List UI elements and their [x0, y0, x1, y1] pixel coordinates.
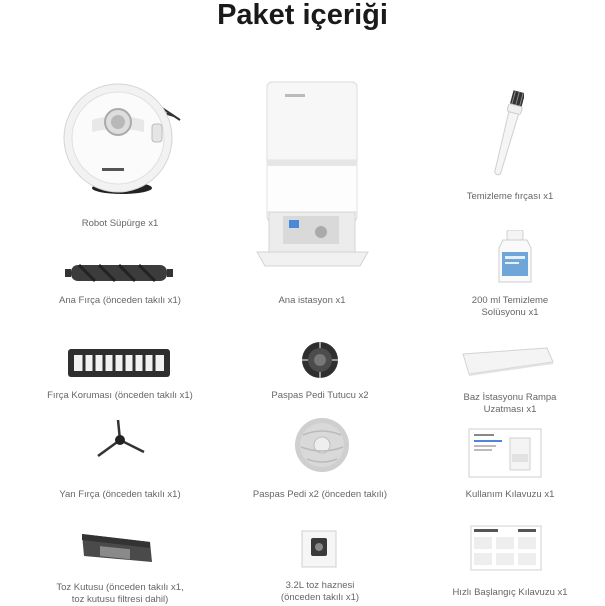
dust-bag-caption-line1: 3.2L toz haznesi	[285, 580, 355, 591]
main-brush-image	[65, 262, 173, 284]
mop-holder-image	[300, 340, 340, 380]
side-brush-caption: Yan Fırça (önceden takılı x1)	[59, 489, 181, 500]
quick-start-guide-image	[470, 525, 542, 571]
base-station-caption: Ana istasyon x1	[278, 295, 346, 306]
robot-vacuum-image	[62, 80, 182, 198]
side-brush-image	[96, 418, 146, 462]
dust-bag-caption-line2: (önceden takılı x1)	[280, 592, 360, 603]
dust-box-caption-line1: Toz Kutusu (önceden takılı x1,	[56, 582, 184, 593]
ramp-extension-caption-line2: Uzatması x1	[483, 404, 537, 415]
dust-bag-caption	[240, 580, 400, 604]
cleaning-solution-image	[497, 230, 533, 284]
ramp-extension-image	[455, 346, 555, 376]
main-brush-caption: Ana Fırça (önceden takılı x1)	[59, 295, 181, 306]
cleaning-solution-caption	[430, 295, 590, 319]
cleaning-solution-caption-line1: 200 ml Temizleme	[471, 295, 549, 306]
dust-box-caption	[30, 582, 210, 606]
robot-vacuum-caption: Robot Süpürge x1	[81, 218, 159, 229]
mop-pad-image	[293, 417, 351, 473]
brush-guard-caption: Fırça Koruması (önceden takılı x1)	[47, 390, 193, 401]
mop-pad-caption: Paspas Pedi x2 (önceden takılı)	[252, 489, 388, 500]
base-station-image	[255, 80, 370, 270]
brush-guard-image	[66, 347, 172, 379]
user-manual-caption: Kullanım Kılavuzu x1	[465, 489, 555, 500]
quick-start-guide-caption: Hızlı Başlangıç Kılavuzu x1	[452, 587, 568, 598]
user-manual-image	[468, 428, 542, 478]
dust-box-image	[80, 532, 154, 566]
dust-box-caption-line2: toz kutusu filtresi dahil)	[71, 594, 169, 605]
ramp-extension-caption	[430, 392, 590, 416]
page-title: Paket içeriği	[217, 0, 388, 31]
dust-bag-image	[301, 530, 337, 568]
cleaning-brush-caption: Temizleme fırçası x1	[466, 191, 554, 202]
mop-holder-caption: Paspas Pedi Tutucu x2	[271, 390, 369, 401]
cleaning-brush-image	[490, 88, 524, 180]
cleaning-solution-caption-line2: Solüsyonu x1	[481, 307, 539, 318]
ramp-extension-caption-line1: Baz İstasyonu Rampa	[463, 392, 557, 403]
